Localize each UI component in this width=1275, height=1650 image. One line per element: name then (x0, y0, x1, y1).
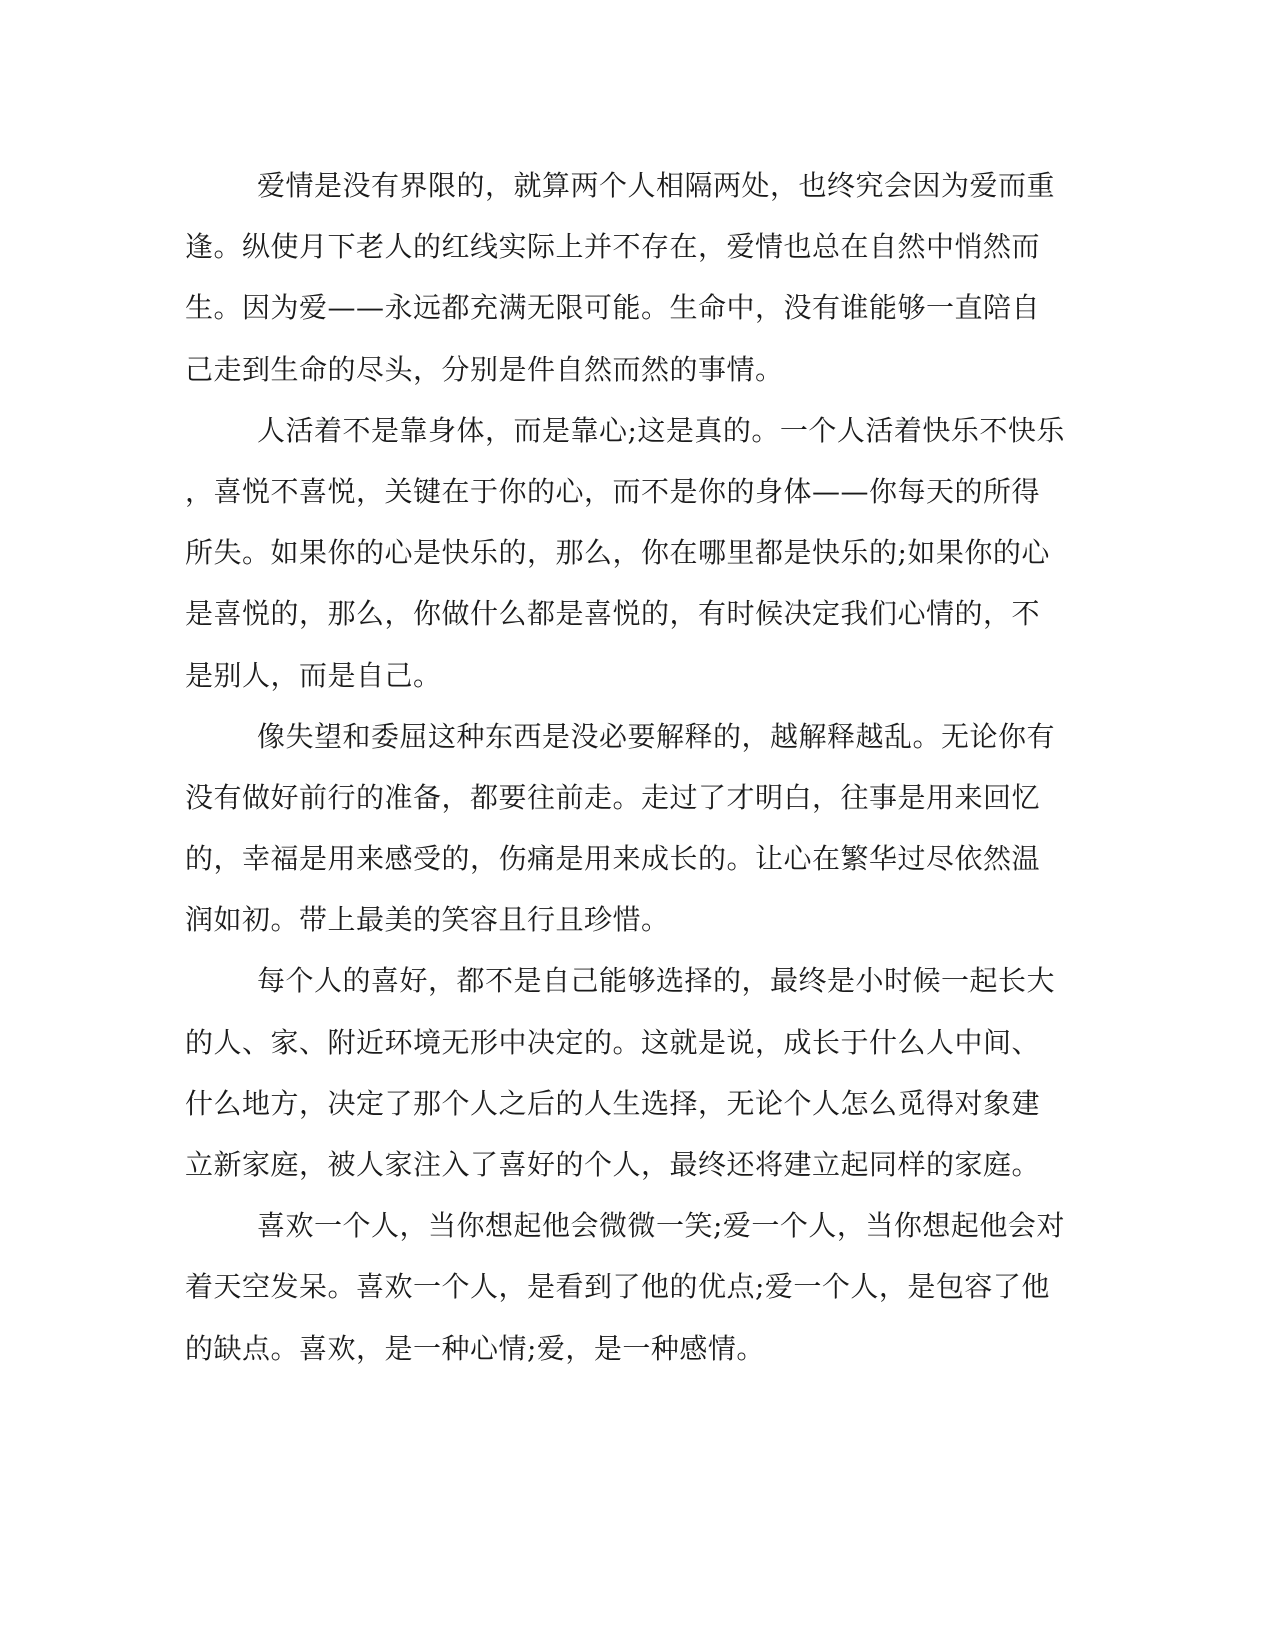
paragraph-line: 的缺点。喜欢，是一种心情;爱，是一种感情。 (185, 1331, 765, 1365)
paragraph-line: 喜欢一个人，当你想起他会微微一笑;爱一个人，当你想起他会对 (257, 1209, 1065, 1243)
document-body (185, 155, 1090, 1379)
paragraph-line: 是喜悦的，那么，你做什么都是喜悦的，有时候决定我们心情的，不 (185, 597, 1041, 631)
paragraph-line: 每个人的喜好，都不是自己能够选择的，最终是小时候一起长大 (257, 964, 1056, 998)
paragraph-line: 人活着不是靠身体，而是靠心;这是真的。一个人活着快乐不快乐 (257, 413, 1065, 447)
paragraph-line: 生。因为爱——永远都充满无限可能。生命中，没有谁能够一直陪自 (185, 291, 1041, 325)
paragraph (185, 1195, 1090, 1379)
paragraph-line: 是别人，而是自己。 (185, 658, 442, 692)
paragraph (185, 400, 1090, 706)
paragraph-line: 立新家庭，被人家注入了喜好的个人，最终还将建立起同样的家庭。 (185, 1148, 1041, 1181)
paragraph-line: 爱情是没有界限的，就算两个人相隔两处，也终究会因为爱而重 (257, 169, 1056, 202)
paragraph-line: 像失望和委屈这种东西是没必要解释的，越解释越乱。无论你有 (257, 719, 1056, 753)
paragraph (185, 155, 1090, 400)
paragraph-line: 所失。如果你的心是快乐的，那么，你在哪里都是快乐的;如果你的心 (185, 536, 1050, 570)
paragraph-line: ，喜悦不喜悦，关键在于你的心，而不是你的身体——你每天的所得 (185, 474, 1041, 508)
paragraph-line: 什么地方，决定了那个人之后的人生选择，无论个人怎么觅得对象建 (185, 1086, 1041, 1120)
paragraph-line: 润如初。带上最美的笑容且行且珍惜。 (185, 903, 670, 937)
paragraph (185, 950, 1090, 1195)
paragraph-line: 的人、家、附近环境无形中决定的。这就是说，成长于什么人中间、 (185, 1025, 1041, 1059)
paragraph-line: 逢。纵使月下老人的红线实际上并不存在，爱情也总在自然中悄然而 (185, 230, 1041, 264)
paragraph-line: 己走到生命的尽头，分别是件自然而然的事情。 (185, 352, 784, 386)
paragraph-line: 没有做好前行的准备，都要往前走。走过了才明白，往事是用来回忆 (185, 780, 1041, 814)
paragraph-line: 着天空发呆。喜欢一个人，是看到了他的优点;爱一个人，是包容了他 (185, 1270, 1050, 1304)
paragraph-line: 的，幸福是用来感受的，伤痛是用来成长的。让心在繁华过尽依然温 (185, 842, 1041, 876)
paragraph (185, 706, 1090, 951)
